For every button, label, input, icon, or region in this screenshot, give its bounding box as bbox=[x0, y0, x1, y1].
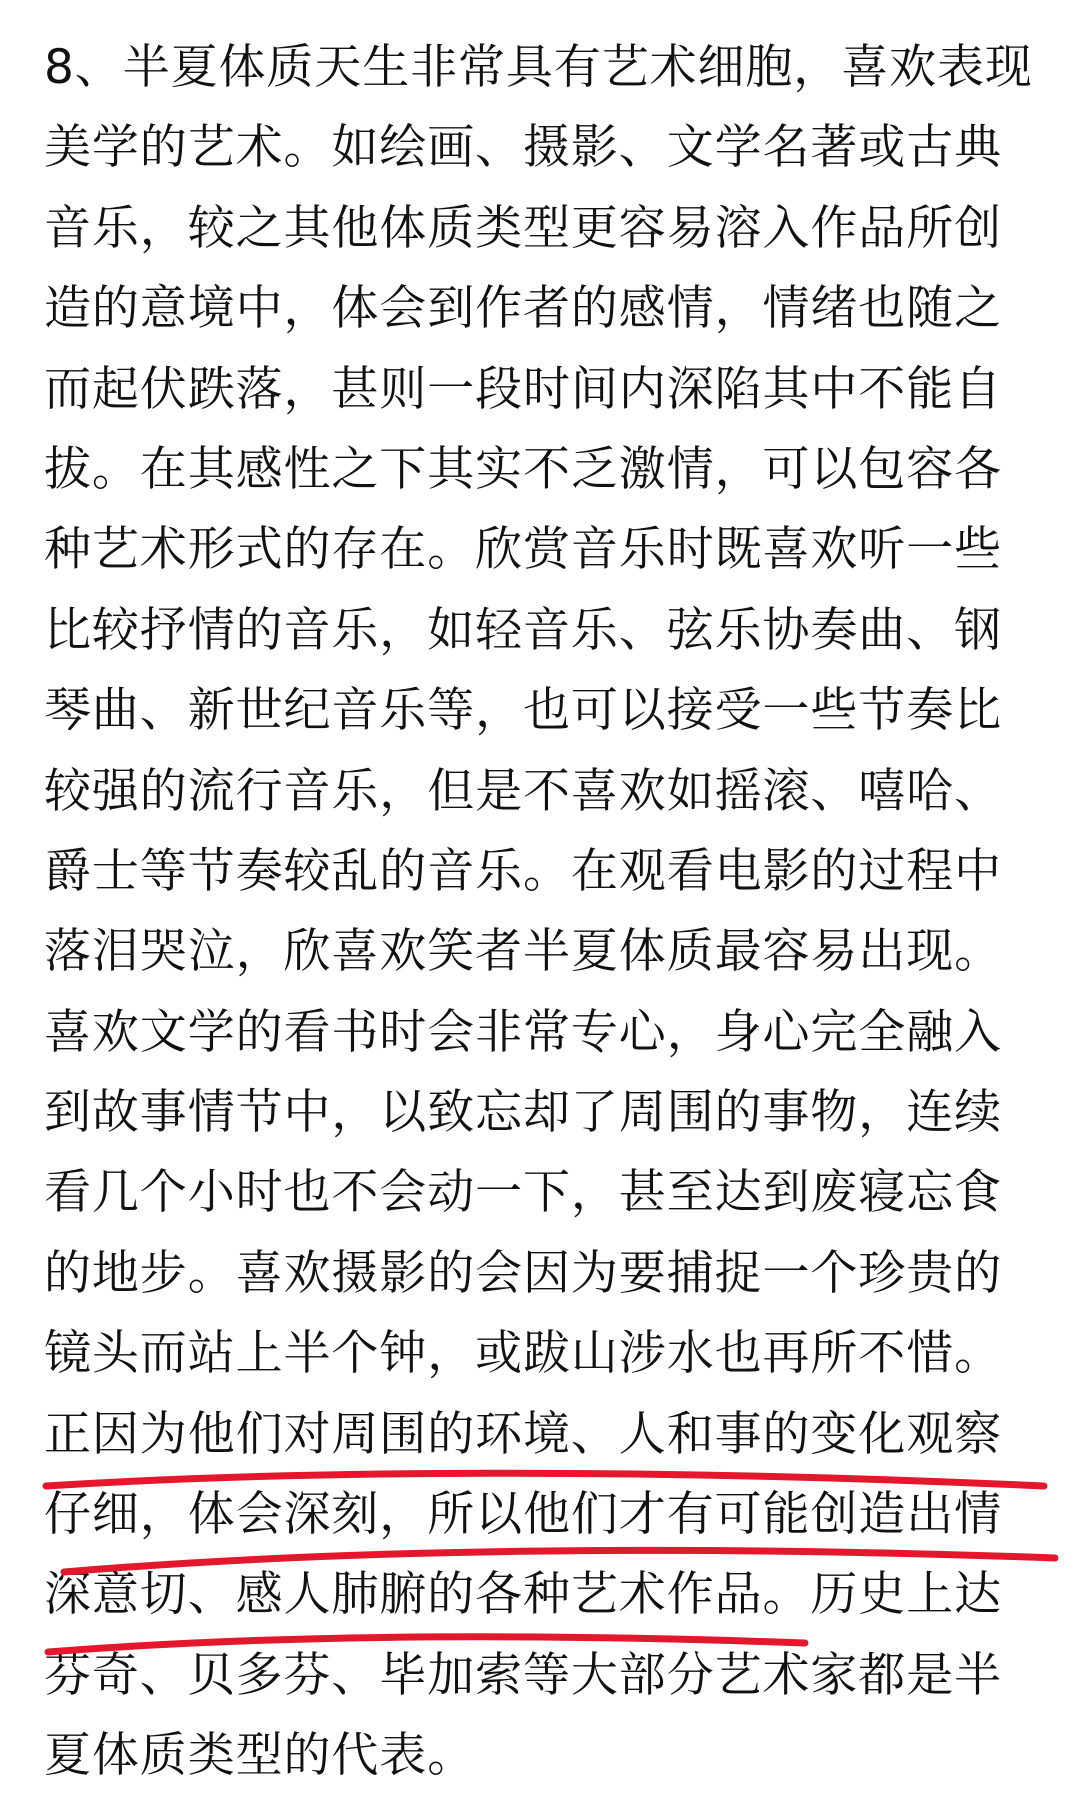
text-line: 造的意境中，体会到作者的感情，情绪也随之 bbox=[44, 281, 1002, 337]
text-line: 喜欢文学的看书时会非常专心，身心完全融入 bbox=[44, 1004, 1002, 1060]
text-line: 夏体质类型的代表。 bbox=[44, 1728, 476, 1784]
text-line: 仔细，体会深刻，所以他们才有可能创造出情 bbox=[44, 1487, 1002, 1543]
text-line: 而起伏跌落，甚则一段时间内深陷其中不能自 bbox=[44, 361, 1002, 417]
text-line: 琴曲、新世纪音乐等，也可以接受一些节奏比 bbox=[44, 683, 1002, 739]
text-line: 芬奇、贝多芬、毕加索等大部分艺术家都是半 bbox=[44, 1647, 1002, 1703]
text-line: 拔。在其感性之下其实不乏激情，可以包容各 bbox=[44, 441, 1002, 497]
text-line: 深意切、感人肺腑的各种艺术作品。历史上达 bbox=[44, 1567, 1002, 1623]
text-line: 的地步。喜欢摄影的会因为要捕捉一个珍贵的 bbox=[44, 1245, 1002, 1301]
text-line: 8、半夏体质天生非常具有艺术细胞，喜欢表现 bbox=[44, 40, 1033, 95]
text-line: 看几个小时也不会动一下，甚至达到废寝忘食 bbox=[44, 1165, 1002, 1221]
text-line: 正因为他们对周围的环境、人和事的变化观察 bbox=[44, 1406, 1002, 1462]
text-line: 落泪哭泣，欣喜欢笑者半夏体质最容易出现。 bbox=[44, 924, 1002, 980]
text-line: 较强的流行音乐，但是不喜欢如摇滚、嘻哈、 bbox=[44, 763, 1002, 819]
text-line: 到故事情节中，以致忘却了周围的事物，连续 bbox=[44, 1085, 1002, 1141]
text-line: 比较抒情的音乐，如轻音乐、弦乐协奏曲、钢 bbox=[44, 602, 1002, 658]
paragraph bbox=[44, 28, 1044, 1797]
text-line: 爵士等节奏较乱的音乐。在观看电影的过程中 bbox=[44, 843, 1002, 899]
text-line: 镜头而站上半个钟，或跋山涉水也再所不惜。 bbox=[44, 1326, 1002, 1382]
text-line: 美学的艺术。如绘画、摄影、文学名著或古典 bbox=[44, 120, 1002, 176]
text-line: 种艺术形式的存在。欣赏音乐时既喜欢听一些 bbox=[44, 522, 1002, 578]
text-line: 音乐，较之其他体质类型更容易溶入作品所创 bbox=[44, 200, 1002, 256]
